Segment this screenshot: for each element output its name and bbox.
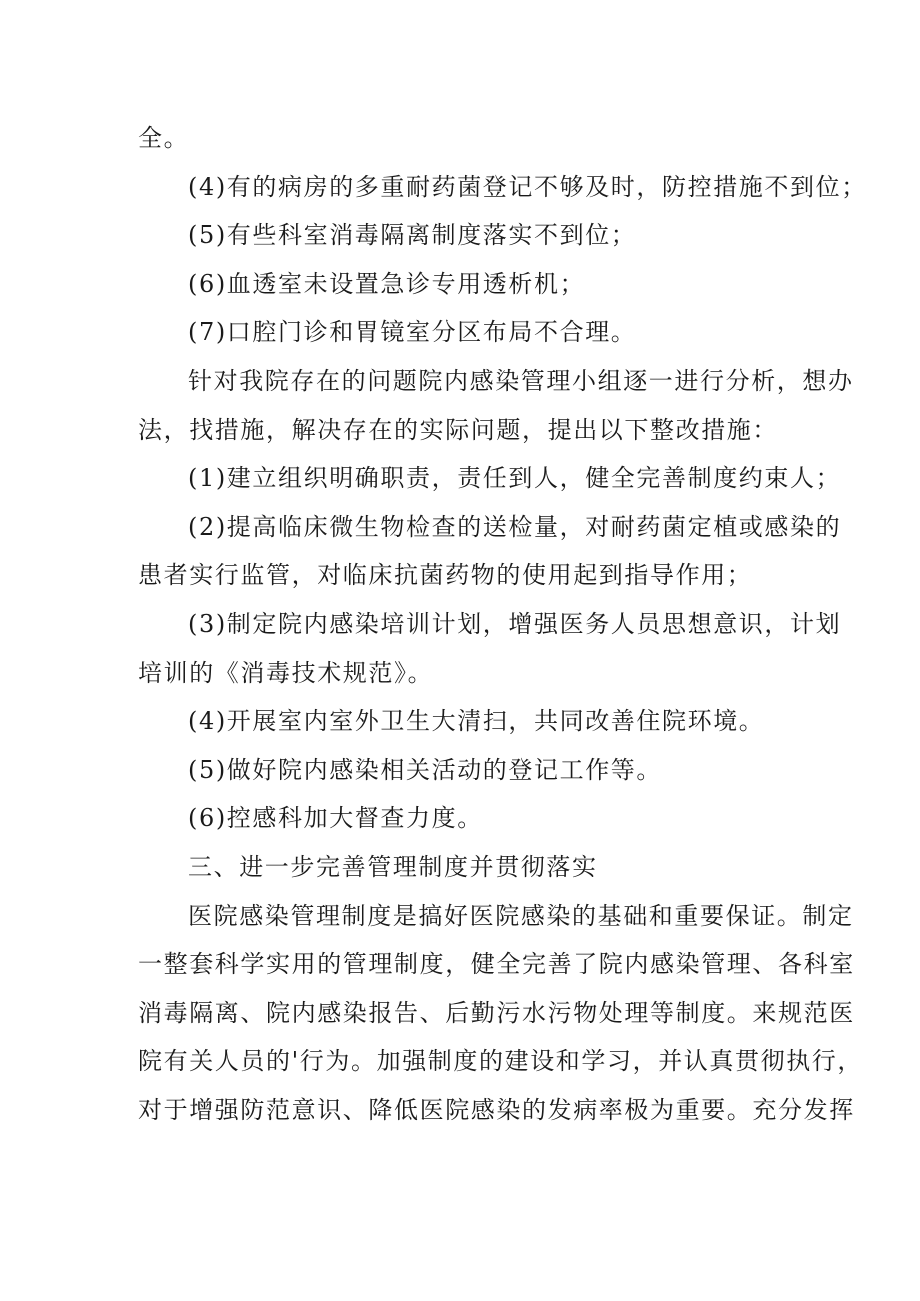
text-line: 一整套科学实用的管理制度，健全完善了院内感染管理、各科室 xyxy=(138,950,855,979)
text-line: 法，找措施，解决存在的实际问题，提出以下整改措施： xyxy=(138,415,778,444)
text-line: 全。 xyxy=(138,124,190,152)
text-line: (4)有的病房的多重耐药菌登记不够及时，防控措施不到位； xyxy=(188,172,867,201)
text-line: (6)控感科加大督查力度。 xyxy=(188,804,483,833)
document-body xyxy=(138,114,867,1134)
text-line: (1)建立组织明确职责，责任到人，健全完善制度约束人； xyxy=(188,464,842,493)
text-line: (4)开展室内室外卫生大清扫，共同改善住院环境。 xyxy=(188,707,765,736)
text-line: 医院感染管理制度是搞好医院感染的基础和重要保证。制定 xyxy=(188,901,854,930)
text-line: 培训的《消毒技术规范》。 xyxy=(138,658,434,687)
text-line: (5)做好院内感染相关活动的登记工作等。 xyxy=(188,755,662,784)
text-line: (3)制定院内感染培训计划，增强医务人员思想意识，计划 xyxy=(188,609,842,638)
text-line: (5)有些科室消毒隔离制度落实不到位； xyxy=(188,221,637,250)
text-line: (6)血透室未设置急诊专用透析机； xyxy=(188,269,586,298)
section-heading: 三、进一步完善管理制度并贯彻落实 xyxy=(188,852,598,881)
text-line: 患者实行监管，对临床抗菌药物的使用起到指导作用； xyxy=(138,561,753,590)
text-line: 对于增强防范意识、降低医院感染的发病率极为重要。充分发挥 xyxy=(138,1095,855,1124)
text-line: 针对我院存在的问题院内感染管理小组逐一进行分析，想办 xyxy=(188,366,854,395)
text-line: 消毒隔离、院内感染报告、后勤污水污物处理等制度。来规范医 xyxy=(138,998,855,1027)
text-line: 院有关人员的'行为。加强制度的建设和学习，并认真贯彻执行， xyxy=(138,1047,863,1076)
text-line: (2)提高临床微生物检查的送检量，对耐药菌定植或感染的 xyxy=(188,512,842,541)
text-line: (7)口腔门诊和胃镜室分区布局不合理。 xyxy=(188,318,637,347)
